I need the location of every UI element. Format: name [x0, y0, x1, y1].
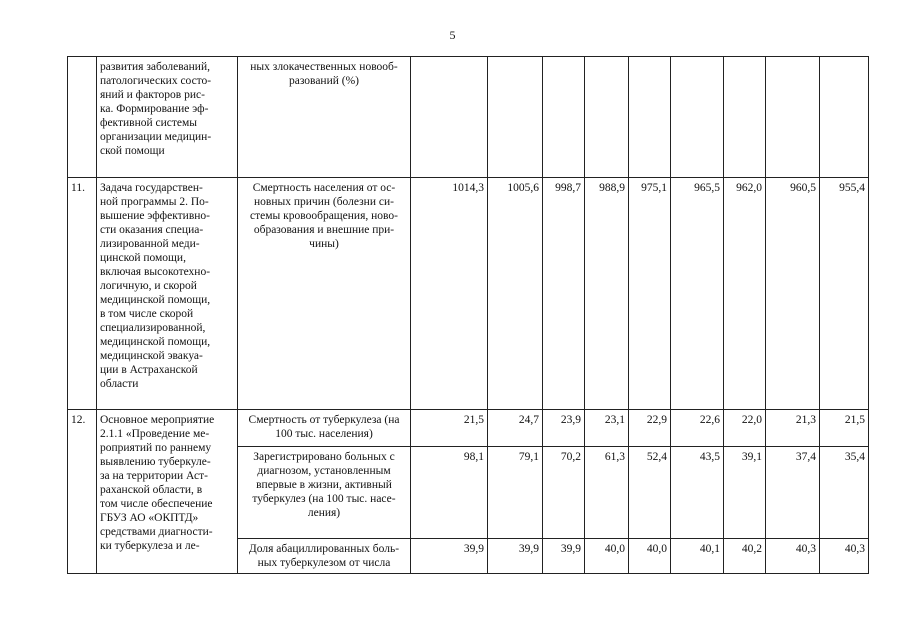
task-cell [97, 178, 238, 410]
indicator-text-line: ления) [307, 507, 341, 519]
value-cell: 98,1 [411, 447, 488, 539]
task-text-line: яний и факторов рис- [100, 89, 205, 101]
value-cell: 1014,3 [411, 178, 488, 410]
value-cell [629, 57, 671, 178]
task-text-line: медицинской помощи, [100, 294, 211, 306]
task-text-line: специализированной, [100, 322, 206, 334]
task-text-line: роприятий по раннему [100, 442, 212, 454]
value-cell: 23,1 [585, 410, 629, 447]
row-number-cell [68, 57, 97, 178]
indicator-cell [238, 178, 411, 410]
task-text-line: том числе обеспечение [100, 498, 213, 510]
value-cell: 40,3 [766, 539, 820, 574]
task-text-line: в том числе скорой [100, 308, 194, 320]
value-cell: 40,0 [585, 539, 629, 574]
task-text-line: логичную, и скорой [100, 280, 197, 292]
task-text-line: ки туберкулеза и ле- [100, 540, 200, 552]
value-cell: 21,5 [820, 410, 869, 447]
value-cell: 21,5 [411, 410, 488, 447]
task-text-line: цинской помощи, [100, 252, 186, 264]
value-cell: 21,3 [766, 410, 820, 447]
value-cell [671, 57, 724, 178]
indicator-text-line: чины) [309, 238, 339, 250]
task-text-line: средствами диагности- [100, 526, 213, 538]
task-text-line: фективной системы [100, 117, 198, 129]
value-cell: 1005,6 [488, 178, 543, 410]
value-cell: 70,2 [543, 447, 585, 539]
task-text-line: ции в Астраханской [100, 364, 198, 376]
indicator-text-line: стемы кровообращения, ново- [250, 210, 398, 222]
value-cell: 998,7 [543, 178, 585, 410]
task-text-line: Задача государствен- [100, 182, 203, 194]
indicator-text-line: новных причин (болезни си- [254, 196, 394, 208]
indicator-text-line: Доля абациллированных боль- [248, 543, 400, 555]
value-cell [724, 57, 766, 178]
value-cell: 975,1 [629, 178, 671, 410]
value-cell: 37,4 [766, 447, 820, 539]
indicator-text-line: туберкулез (на 100 тыс. насе- [252, 493, 396, 505]
indicator-text-line: ных злокачественных новооб- [250, 61, 398, 73]
indicators-table [67, 56, 869, 574]
table-row [68, 178, 869, 410]
value-cell: 40,1 [671, 539, 724, 574]
value-cell: 79,1 [488, 447, 543, 539]
row-number-cell: 12. [68, 410, 97, 574]
indicator-cell [238, 410, 411, 447]
task-text-line: медицинской помощи, [100, 336, 211, 348]
value-cell: 988,9 [585, 178, 629, 410]
table-row [68, 410, 869, 447]
task-text-line: Основное мероприятие [100, 414, 215, 426]
task-text-line: развития заболеваний, [100, 61, 210, 73]
task-text-line: выявлению туберкуле- [100, 456, 211, 468]
value-cell: 40,3 [820, 539, 869, 574]
value-cell: 955,4 [820, 178, 869, 410]
value-cell: 39,1 [724, 447, 766, 539]
value-cell: 61,3 [585, 447, 629, 539]
indicator-text-line: диагнозом, установленным [257, 465, 391, 477]
indicator-text-line: ных туберкулезом от числа [257, 557, 391, 569]
row-number-cell: 11. [68, 178, 97, 410]
value-cell: 22,6 [671, 410, 724, 447]
indicator-text-line: Зарегистрировано больных с [253, 451, 395, 463]
value-cell: 39,9 [543, 539, 585, 574]
value-cell [488, 57, 543, 178]
value-cell: 22,0 [724, 410, 766, 447]
value-cell [585, 57, 629, 178]
task-text-line: лизированной меди- [100, 238, 200, 250]
value-cell: 22,9 [629, 410, 671, 447]
value-cell: 40,2 [724, 539, 766, 574]
indicator-text-line: Смертность от туберкулеза (на [248, 414, 400, 426]
task-text-line: 2.1.1 «Проведение ме- [100, 428, 210, 440]
table-row [68, 57, 869, 178]
value-cell: 35,4 [820, 447, 869, 539]
value-cell: 962,0 [724, 178, 766, 410]
indicator-text-line: разований (%) [288, 75, 360, 87]
indicator-cell [238, 447, 411, 539]
value-cell: 40,0 [629, 539, 671, 574]
value-cell: 39,9 [411, 539, 488, 574]
value-cell [766, 57, 820, 178]
task-text-line: раханской области, в [100, 484, 203, 496]
task-cell [97, 410, 238, 574]
value-cell: 52,4 [629, 447, 671, 539]
task-text-line: ка. Формирование эф- [100, 103, 209, 115]
task-text-line: ской помощи [100, 145, 165, 157]
task-text-line: области [100, 378, 139, 390]
value-cell: 23,9 [543, 410, 585, 447]
value-cell: 39,9 [488, 539, 543, 574]
value-cell: 24,7 [488, 410, 543, 447]
task-text-line: патологических состо- [100, 75, 212, 87]
value-cell [543, 57, 585, 178]
indicator-text-line: 100 тыс. населения) [275, 428, 373, 440]
task-text-line: ГБУЗ АО «ОКПТД» [100, 512, 199, 524]
indicator-cell [238, 539, 411, 574]
task-text-line: организации медицин- [100, 131, 212, 143]
indicator-text-line: образования и внешние при- [253, 224, 395, 236]
indicator-cell [238, 57, 411, 178]
value-cell: 960,5 [766, 178, 820, 410]
page-number: 5 [449, 28, 456, 42]
value-cell [820, 57, 869, 178]
task-text-line: медицинской эвакуа- [100, 350, 203, 362]
value-cell [411, 57, 488, 178]
task-text-line: включая высокотехно- [100, 266, 211, 278]
task-text-line: ной программы 2. По- [100, 196, 209, 208]
indicator-text-line: впервые в жизни, активный [256, 479, 392, 491]
task-text-line: за на территории Аст- [100, 470, 208, 482]
task-cell [97, 57, 238, 178]
task-text-line: сти оказания специа- [100, 224, 204, 236]
value-cell: 43,5 [671, 447, 724, 539]
task-text-line: вышение эффективно- [100, 210, 210, 222]
indicator-text-line: Смертность населения от ос- [252, 182, 396, 194]
value-cell: 965,5 [671, 178, 724, 410]
